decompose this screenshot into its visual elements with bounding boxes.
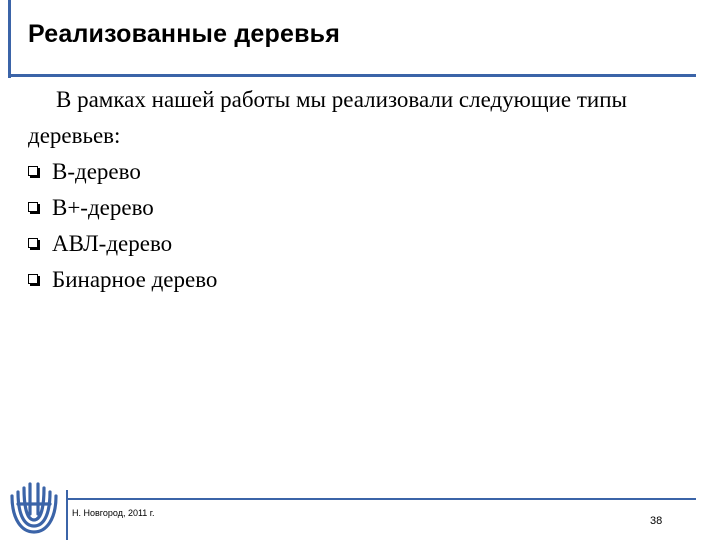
university-logo-icon xyxy=(6,478,62,536)
slide-title: Реализованные деревья xyxy=(28,20,341,48)
list-item xyxy=(28,154,678,190)
slide-content xyxy=(28,82,678,298)
list-item xyxy=(28,262,678,298)
title-vertical-rule xyxy=(8,0,11,78)
list-item xyxy=(28,190,678,226)
intro-paragraph: В рамках нашей работы мы реализовали следующие типы деревьев: xyxy=(28,87,627,148)
list-item-label: АВЛ-дерево xyxy=(52,231,173,256)
title-horizontal-rule xyxy=(8,74,696,77)
footer-location-date: Н. Новгород, 2011 г. xyxy=(72,508,155,518)
list-item-label: B-дерево xyxy=(52,159,141,184)
checkbox-bullet-icon xyxy=(28,166,40,178)
tree-types-list xyxy=(28,154,678,298)
list-item-label: B+-дерево xyxy=(52,195,154,220)
footer-horizontal-rule xyxy=(66,498,696,500)
checkbox-bullet-icon xyxy=(28,238,40,250)
list-item-label: Бинарное дерево xyxy=(52,267,218,292)
checkbox-bullet-icon xyxy=(28,274,40,286)
page-number: 38 xyxy=(650,515,663,527)
checkbox-bullet-icon xyxy=(28,202,40,214)
list-item xyxy=(28,226,678,262)
